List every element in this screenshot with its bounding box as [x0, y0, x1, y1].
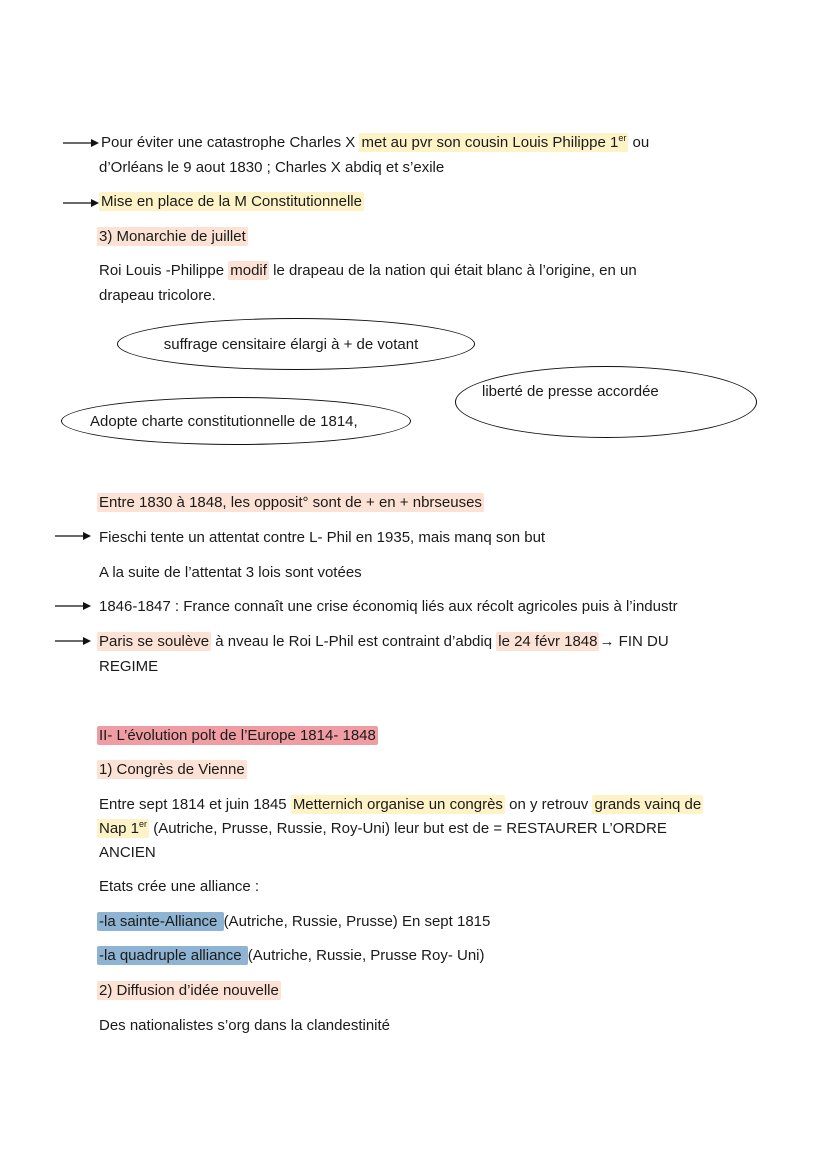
- heading-diffusion-idee: [97, 979, 281, 1003]
- paragraph-congres-line3: ANCIEN: [99, 844, 156, 861]
- paragraph-charles-x-line2: d’Orléans le 9 aout 1830 ; Charles X abdiq et s’exile: [99, 159, 445, 176]
- arrow-right-icon: [63, 138, 99, 148]
- highlight: -la sainte-Alliance: [99, 913, 222, 930]
- highlight: modif: [230, 262, 267, 279]
- paragraph-fieschi: Fieschi tente un attentat contre L- Phil en 1935, mais manq son but: [99, 529, 546, 546]
- arrow-right-icon: [55, 531, 91, 541]
- highlight: Nap 1er: [99, 819, 148, 837]
- paragraph-paris: Paris se soulève à nveau le Roi L-Phil est contraint d’abdiq le 24 févr 1848 → FIN DU: [99, 633, 669, 650]
- heading-congres-vienne: [97, 758, 247, 782]
- paragraph-congres-line2: Nap 1er (Autriche, Prusse, Russie, Roy-Uni) leur but est de = RESTAURER L’ORDRE: [99, 819, 667, 837]
- paragraph-drapeau: Roi Louis -Philippe modif le drapeau de la nation qui était blanc à l’origine, en un: [99, 262, 637, 279]
- highlight: le 24 févr 1848: [498, 633, 598, 650]
- paragraph-oppositions: [97, 491, 484, 515]
- highlight: II- L’évolution polt de l’Europe 1814- 1848: [99, 727, 376, 744]
- bubble-suffrage-text: suffrage censitaire élargi à + de votant: [163, 335, 419, 353]
- paragraph-lois: A la suite de l’attentat 3 lois sont votées: [99, 564, 362, 581]
- paragraph-paris-line2: REGIME: [99, 658, 159, 675]
- highlight: Metternich organise un congrès: [292, 796, 503, 813]
- arrow-right-icon: [55, 636, 91, 646]
- highlight: 1) Congrès de Vienne: [99, 761, 245, 778]
- heading-monarchie-juillet: [97, 225, 248, 249]
- heading-evolution-europe: [97, 724, 378, 748]
- highlight: -la quadruple alliance: [99, 947, 246, 964]
- bubble-presse: [455, 366, 757, 438]
- arrow-right-icon: [63, 198, 99, 208]
- paragraph-nationalistes: Des nationalistes s’org dans la clandestinité: [99, 1017, 390, 1034]
- paragraph-alliance: Etats crée une alliance :: [99, 878, 260, 895]
- highlight: Paris se soulève: [99, 633, 210, 650]
- paragraph-drapeau-line2: drapeau tricolore.: [99, 287, 216, 304]
- bubble-presse-text: liberté de presse accordée: [482, 383, 659, 400]
- paragraph-charles-x: Pour éviter une catastrophe Charles X met au pvr son cousin Louis Philippe 1er ou: [101, 133, 650, 151]
- highlight: 3) Monarchie de juillet: [99, 228, 246, 245]
- highlight: met au pvr son cousin Louis Philippe 1er: [361, 133, 627, 151]
- highlight: grands vainq de: [594, 796, 702, 813]
- paragraph-sainte-alliance: -la sainte-Alliance (Autriche, Russie, Prusse) En sept 1815: [99, 913, 491, 930]
- paragraph-crise: 1846-1847 : France connaît une crise économiq liés aux récolt agricoles puis à l’industr: [99, 598, 678, 615]
- bubble-charte-text: Adopte charte constitutionnelle de 1814,: [90, 412, 358, 430]
- bubble-charte: [61, 397, 411, 445]
- paragraph-monarchie-constitutionnelle: [99, 190, 364, 214]
- paragraph-quadruple-alliance: -la quadruple alliance (Autriche, Russie, Prusse Roy- Uni): [99, 947, 485, 964]
- highlight: Entre 1830 à 1848, les opposit° sont de + en + nbrseuses: [99, 494, 482, 511]
- paragraph-congres: Entre sept 1814 et juin 1845 Metternich organise un congrès on y retrouv grands vainq de: [99, 796, 702, 813]
- highlight: 2) Diffusion d’idée nouvelle: [99, 982, 279, 999]
- highlight: Mise en place de la M Constitutionnelle: [101, 193, 362, 210]
- bubble-suffrage: [117, 318, 475, 370]
- arrow-right-icon: [55, 601, 91, 611]
